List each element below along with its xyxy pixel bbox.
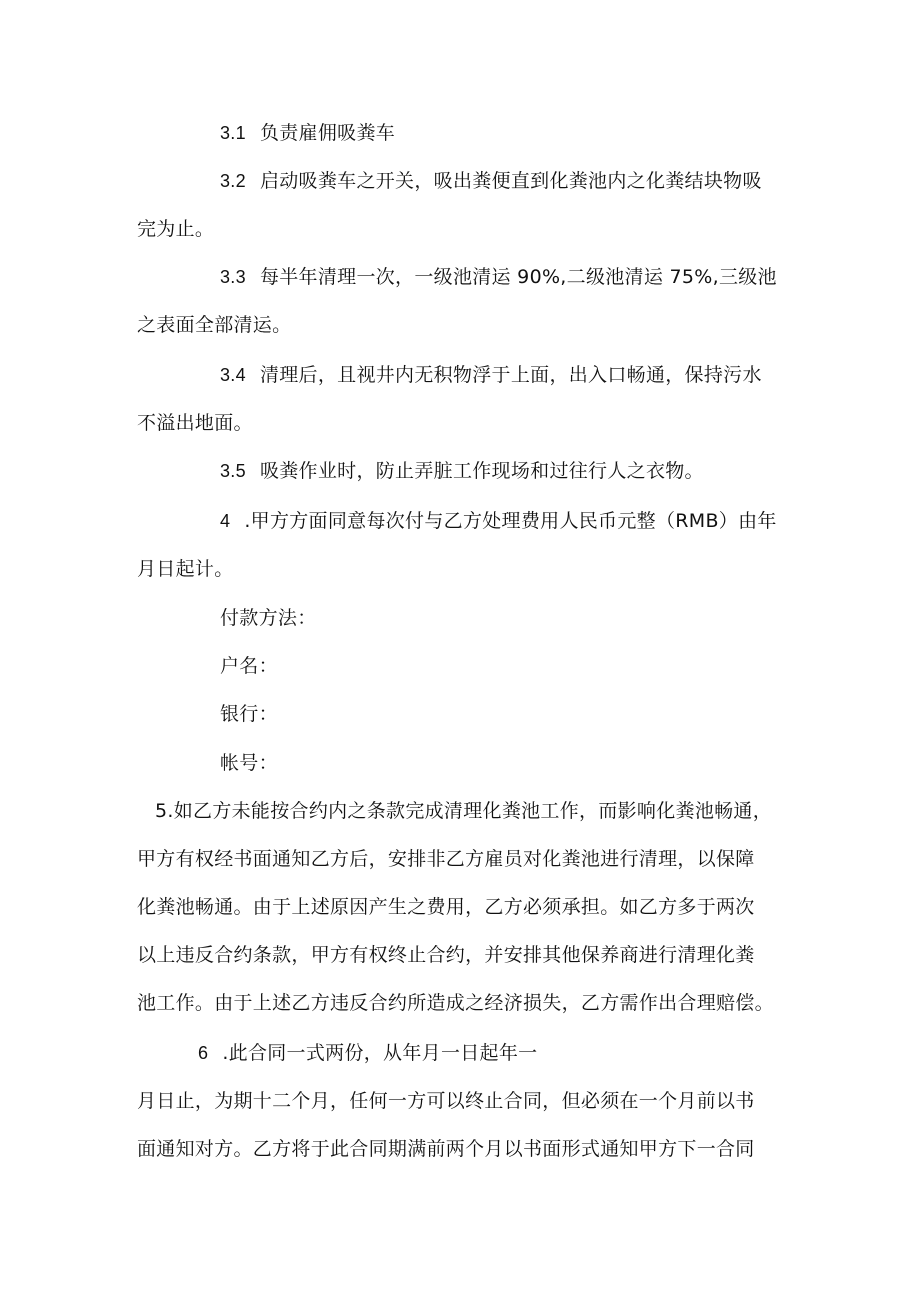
clause-number: 3.3 bbox=[220, 267, 246, 287]
clause-3-2-continued bbox=[137, 217, 214, 241]
clause-6-line-2: 月日止，为期十二个月，任何一方可以终止合同，但必须在一个月前以书 bbox=[137, 1090, 755, 1112]
clause-5-line-1: 5.如乙方未能按合约内之条款完成清理化粪池工作，而影响化粪池畅通， bbox=[155, 800, 773, 822]
clause-number: 3.5 bbox=[220, 461, 246, 481]
clause-3-4-continued bbox=[137, 411, 253, 435]
clause-3-5 bbox=[220, 459, 704, 483]
clause-text: 启动吸粪车之开关，吸出粪便直到化粪池内之化粪结块物吸 bbox=[259, 170, 762, 192]
clause-6 bbox=[198, 1041, 537, 1065]
clause-number: 6 bbox=[198, 1043, 209, 1063]
clause-text: 不溢出地面。 bbox=[137, 412, 253, 434]
clause-number: 3.2 bbox=[220, 171, 246, 191]
clause-6-line-3: 面通知对方。乙方将于此合同期满前两个月以书面形式通知甲方下一合同 bbox=[137, 1138, 755, 1160]
clause-text: 清理后，且视井内无积物浮于上面，出入口畅通，保持污水 bbox=[259, 364, 762, 386]
clause-3-2 bbox=[220, 169, 762, 193]
clause-5-line-4: 以上违反合约条款，甲方有权终止合约，并安排其他保养商进行清理化粪 bbox=[137, 944, 755, 966]
payment-method-label: 付款方法： bbox=[220, 607, 317, 629]
clause-text: 之表面全部清运。 bbox=[137, 314, 292, 336]
clause-text: 月日起计。 bbox=[137, 558, 234, 580]
clause-4 bbox=[220, 509, 777, 533]
clause-3-4 bbox=[220, 363, 762, 387]
clause-text: 吸粪作业时，防止弄脏工作现场和过往行人之衣物。 bbox=[259, 460, 704, 482]
account-number-label: 帐号： bbox=[220, 752, 278, 774]
clause-number: 4 bbox=[220, 511, 231, 531]
clause-5-line-3: 化粪池畅通。由于上述原因产生之费用，乙方必须承担。如乙方多于两次 bbox=[137, 896, 755, 918]
clause-3-3 bbox=[220, 265, 777, 289]
account-name-label: 户名： bbox=[220, 655, 278, 677]
clause-3-3-continued bbox=[137, 313, 291, 337]
clause-4-continued bbox=[137, 557, 234, 581]
clause-number: 3.4 bbox=[220, 365, 246, 385]
clause-3-1 bbox=[220, 121, 395, 145]
clause-text: .甲方方面同意每次付与乙方处理费用人民币元整（RMB）由年 bbox=[244, 510, 777, 532]
clause-5-line-5: 池工作。由于上述乙方违反合约所造成之经济损失，乙方需作出合理赔偿。 bbox=[137, 992, 774, 1014]
clause-text: 每半年清理一次，一级池清运 90%,二级池清运 75%,三级池 bbox=[259, 266, 777, 288]
clause-number: 3.1 bbox=[220, 123, 246, 143]
clause-text: 负责雇佣吸粪车 bbox=[259, 122, 396, 144]
clause-text: 完为止。 bbox=[137, 218, 215, 240]
clause-5-line-2: 甲方有权经书面通知乙方后，安排非乙方雇员对化粪池进行清理，以保障 bbox=[137, 848, 755, 870]
clause-text: .此合同一式两份，从年月一日起年一 bbox=[222, 1042, 538, 1064]
bank-label: 银行： bbox=[220, 703, 278, 725]
